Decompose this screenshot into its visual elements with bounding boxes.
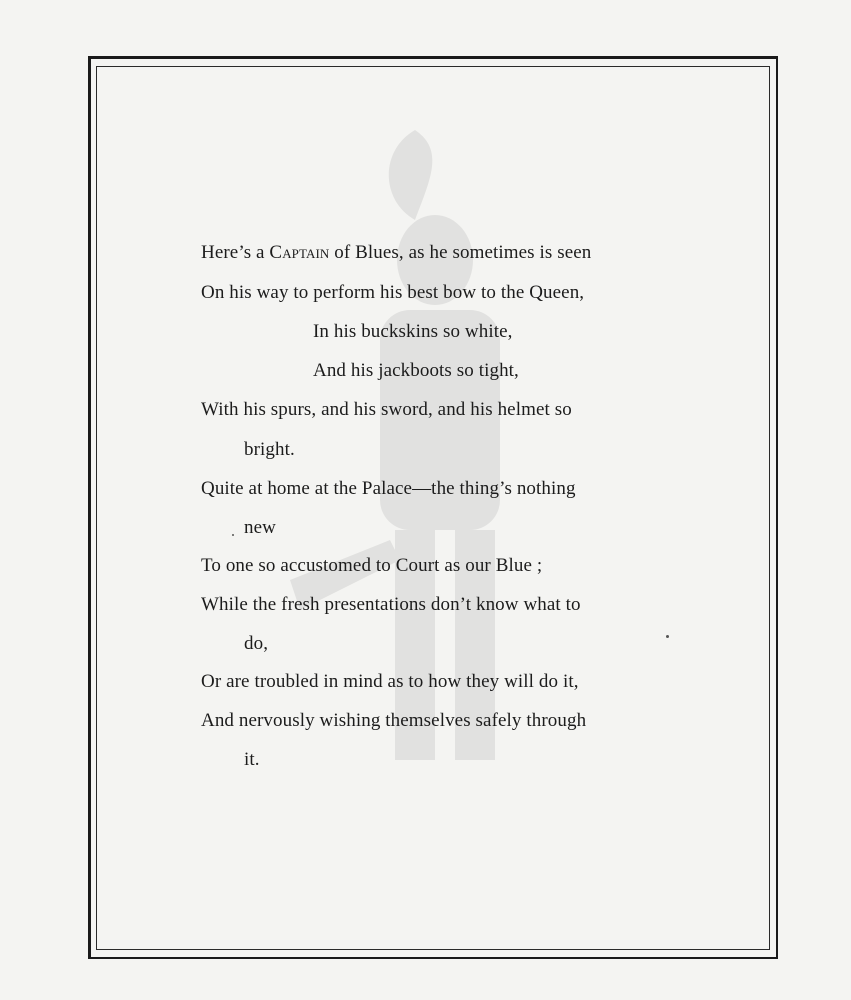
- poem-line-3: In his buckskins so white,: [313, 321, 513, 342]
- poem-line-4: And his jackboots so tight,: [313, 360, 519, 381]
- poem-line-1-small-caps: Captain: [269, 242, 330, 263]
- poem-line-14: it.: [244, 749, 260, 770]
- poem-line-6: bright.: [244, 439, 295, 460]
- poem-line-1: [201, 243, 591, 262]
- poem-line-2: On his way to perform his best bow to the Queen,: [201, 282, 585, 303]
- print-speck: [232, 534, 234, 536]
- print-speck: [666, 635, 669, 638]
- poem-line-9: To one so accustomed to Court as our Blue ;: [201, 555, 543, 576]
- poem-line-10: While the fresh presentations don’t know what to: [201, 594, 581, 615]
- poem-line-12: Or are troubled in mind as to how they will do it,: [201, 671, 579, 692]
- poem-line-11: do,: [244, 633, 269, 654]
- poem-line-8: new: [244, 517, 276, 538]
- poem-line-1-text-b: of Blues, as he sometimes is seen: [329, 242, 592, 263]
- poem-line-1-text-a: Here’s a: [201, 242, 270, 263]
- poem-line-7: Quite at home at the Palace—the thing’s nothing: [201, 478, 576, 499]
- poem-line-13: And nervously wishing themselves safely through: [201, 710, 587, 731]
- poem-line-5: With his spurs, and his sword, and his helmet so: [201, 399, 572, 420]
